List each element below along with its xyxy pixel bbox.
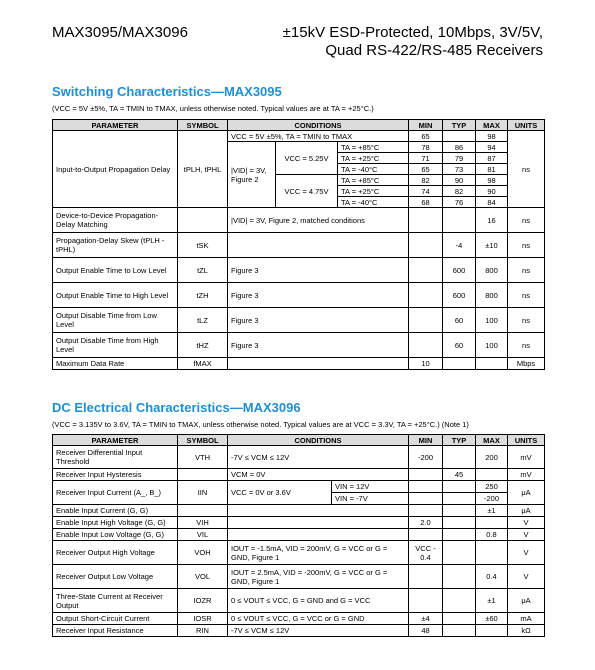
condition-cell: TA = +85°C: [338, 142, 409, 153]
condition-cell: Figure 3: [228, 333, 409, 358]
parameter-cell: Receiver Input Hysteresis: [53, 469, 178, 481]
max-cell: 94: [476, 142, 508, 153]
units-cell: mV: [508, 446, 545, 469]
min-cell: VCC - 0.4: [409, 541, 443, 565]
column-header: PARAMETER: [53, 435, 178, 446]
max-cell: 800: [476, 258, 508, 283]
condition-cell: TA = -40°C: [338, 197, 409, 208]
column-header: UNITS: [508, 120, 545, 131]
typ-cell: [443, 131, 476, 142]
parameter-cell: Receiver Differential Input Threshold: [53, 446, 178, 469]
typ-cell: [443, 446, 476, 469]
symbol-cell: tZL: [178, 258, 228, 283]
column-header: MAX: [476, 435, 508, 446]
typ-cell: 79: [443, 153, 476, 164]
max-cell: [476, 469, 508, 481]
units-cell: V: [508, 529, 545, 541]
symbol-cell: RIN: [178, 625, 228, 637]
symbol-cell: VTH: [178, 446, 228, 469]
table-row: [53, 358, 545, 370]
symbol-cell: IIN: [178, 481, 228, 505]
condition-cell: Figure 3: [228, 308, 409, 333]
condition-cell: VIN = 12V: [332, 481, 409, 493]
parameter-cell: Enable Input High Voltage (G, G): [53, 517, 178, 529]
max-cell: [476, 625, 508, 637]
condition-cell: 0 ≤ VOUT ≤ VCC, G = VCC or G = GND: [228, 613, 409, 625]
units-cell: ns: [508, 333, 545, 358]
min-cell: 2.0: [409, 517, 443, 529]
symbol-cell: VOH: [178, 541, 228, 565]
table-row: [53, 517, 545, 529]
units-cell: μA: [508, 505, 545, 517]
parameter-cell: Receiver Input Resistance: [53, 625, 178, 637]
switching-table: [52, 119, 545, 370]
parameter-cell: Input-to-Output Propagation Delay: [53, 131, 178, 208]
parameter-cell: Device-to-Device Propagation-Delay Matching: [53, 208, 178, 233]
min-cell: [409, 565, 443, 589]
typ-cell: [443, 625, 476, 637]
typ-cell: [443, 517, 476, 529]
min-cell: [409, 258, 443, 283]
parameter-cell: Receiver Output High Voltage: [53, 541, 178, 565]
parameter-cell: Output Disable Time from Low Level: [53, 308, 178, 333]
max-cell: 16: [476, 208, 508, 233]
max-cell: 250: [476, 481, 508, 493]
typ-cell: 76: [443, 197, 476, 208]
units-cell: ns: [508, 131, 545, 208]
max-cell: 90: [476, 186, 508, 197]
column-header: SYMBOL: [178, 435, 228, 446]
units-cell: V: [508, 565, 545, 589]
max-cell: 87: [476, 153, 508, 164]
min-cell: [409, 308, 443, 333]
table-row: [53, 529, 545, 541]
condition-cell: VCC = 0V or 3.6V: [228, 481, 332, 505]
min-cell: [409, 589, 443, 613]
parameter-cell: Propagation-Delay Skew (tPLH - tPHL): [53, 233, 178, 258]
table-row: [53, 131, 545, 142]
table-row: [53, 625, 545, 637]
condition-cell: [228, 233, 409, 258]
table-row: [53, 233, 545, 258]
table-row: [53, 469, 545, 481]
max-cell: 100: [476, 333, 508, 358]
max-cell: 98: [476, 175, 508, 186]
column-header: MIN: [409, 120, 443, 131]
min-cell: [409, 505, 443, 517]
typ-cell: 600: [443, 258, 476, 283]
condition-cell: VIN = -7V: [332, 493, 409, 505]
min-cell: 65: [409, 164, 443, 175]
table-header-row: [53, 120, 545, 131]
table-row: [53, 565, 545, 589]
min-cell: 48: [409, 625, 443, 637]
typ-cell: 82: [443, 186, 476, 197]
typ-cell: [443, 505, 476, 517]
condition-cell: VCM = 0V: [228, 469, 409, 481]
units-cell: V: [508, 541, 545, 565]
symbol-cell: [178, 469, 228, 481]
typ-cell: 45: [443, 469, 476, 481]
min-cell: 65: [409, 131, 443, 142]
parameter-cell: Output Enable Time to High Level: [53, 283, 178, 308]
min-cell: -200: [409, 446, 443, 469]
condition-cell: IOUT = -1.5mA, VID = 200mV, G = VCC or G = GND, Figure 1: [228, 541, 409, 565]
max-cell: [476, 541, 508, 565]
typ-cell: [443, 208, 476, 233]
units-cell: ns: [508, 258, 545, 283]
condition-cell: [228, 358, 409, 370]
parameter-cell: Output Enable Time to Low Level: [53, 258, 178, 283]
symbol-cell: tSK: [178, 233, 228, 258]
dc-section-title: DC Electrical Characteristics—MAX3096: [52, 400, 301, 415]
title-line-1: ±15kV ESD-Protected, 10Mbps, 3V/5V,: [282, 24, 543, 41]
max-cell: ±1: [476, 589, 508, 613]
units-cell: V: [508, 517, 545, 529]
typ-cell: [443, 529, 476, 541]
dc-conditions-note: (VCC = 3.135V to 3.6V, TA = TMIN to TMAX, unless otherwise noted. Typical values are at VCC = 3.3V, TA = +25°C.) (Note 1): [52, 420, 469, 429]
symbol-cell: VIL: [178, 529, 228, 541]
typ-cell: [443, 565, 476, 589]
max-cell: ±1: [476, 505, 508, 517]
condition-cell: TA = +25°C: [338, 186, 409, 197]
min-cell: [409, 233, 443, 258]
max-cell: 800: [476, 283, 508, 308]
units-cell: ns: [508, 308, 545, 333]
condition-cell: 0 ≤ VOUT ≤ VCC, G = GND and G = VCC: [228, 589, 409, 613]
table-row: [53, 541, 545, 565]
table-header-row: [53, 435, 545, 446]
min-cell: ±4: [409, 613, 443, 625]
min-cell: [409, 529, 443, 541]
symbol-cell: IOSR: [178, 613, 228, 625]
symbol-cell: [178, 505, 228, 517]
parameter-cell: Output Disable Time from High Level: [53, 333, 178, 358]
condition-cell: [228, 529, 409, 541]
max-cell: 98: [476, 131, 508, 142]
symbol-cell: VIH: [178, 517, 228, 529]
max-cell: ±10: [476, 233, 508, 258]
column-header: CONDITIONS: [228, 120, 409, 131]
min-cell: [409, 283, 443, 308]
column-header: SYMBOL: [178, 120, 228, 131]
min-cell: [409, 469, 443, 481]
condition-cell: VCC = 4.75V: [276, 175, 338, 208]
condition-cell: Figure 3: [228, 258, 409, 283]
document-title: [283, 24, 543, 60]
symbol-cell: IOZR: [178, 589, 228, 613]
condition-cell: -7V ≤ VCM ≤ 12V: [228, 446, 409, 469]
symbol-cell: tHZ: [178, 333, 228, 358]
min-cell: 71: [409, 153, 443, 164]
units-cell: mA: [508, 613, 545, 625]
typ-cell: [443, 493, 476, 505]
condition-cell: [228, 517, 409, 529]
units-cell: ns: [508, 208, 545, 233]
condition-cell: VCC = 5V ±5%, TA = TMIN to TMAX: [228, 131, 409, 142]
units-cell: ns: [508, 233, 545, 258]
parameter-cell: Enable Input Low Voltage (G, G): [53, 529, 178, 541]
max-cell: -200: [476, 493, 508, 505]
max-cell: 84: [476, 197, 508, 208]
typ-cell: 60: [443, 333, 476, 358]
dc-table: [52, 434, 545, 637]
switching-section-title: Switching Characteristics—MAX3095: [52, 84, 282, 99]
symbol-cell: fMAX: [178, 358, 228, 370]
typ-cell: [443, 541, 476, 565]
column-header: TYP: [443, 435, 476, 446]
title-line-2: Quad RS-422/RS-485 Receivers: [325, 42, 543, 59]
typ-cell: [443, 358, 476, 370]
symbol-cell: VOL: [178, 565, 228, 589]
units-cell: ns: [508, 283, 545, 308]
parameter-cell: Enable Input Current (G, G): [53, 505, 178, 517]
part-number: MAX3095/MAX3096: [52, 24, 188, 41]
min-cell: 10: [409, 358, 443, 370]
table-row: [53, 283, 545, 308]
max-cell: 100: [476, 308, 508, 333]
min-cell: 68: [409, 197, 443, 208]
typ-cell: -4: [443, 233, 476, 258]
max-cell: [476, 358, 508, 370]
table-row: [53, 208, 545, 233]
units-cell: Mbps: [508, 358, 545, 370]
column-header: UNITS: [508, 435, 545, 446]
typ-cell: 90: [443, 175, 476, 186]
switching-conditions-note: (VCC = 5V ±5%, TA = TMIN to TMAX, unless otherwise noted. Typical values are at TA = +25°C.): [52, 104, 374, 113]
typ-cell: 60: [443, 308, 476, 333]
min-cell: [409, 208, 443, 233]
max-cell: 200: [476, 446, 508, 469]
column-header: MAX: [476, 120, 508, 131]
table-row: [53, 613, 545, 625]
condition-cell: -7V ≤ VCM ≤ 12V: [228, 625, 409, 637]
condition-cell: VCC = 5.25V: [276, 142, 338, 175]
typ-cell: [443, 589, 476, 613]
condition-cell: [228, 505, 409, 517]
condition-cell: Figure 3: [228, 283, 409, 308]
max-cell: 0.8: [476, 529, 508, 541]
parameter-cell: Output Short-Circuit Current: [53, 613, 178, 625]
min-cell: 82: [409, 175, 443, 186]
units-cell: μA: [508, 589, 545, 613]
table-row: [53, 589, 545, 613]
min-cell: 74: [409, 186, 443, 197]
condition-cell: IOUT = 2.5mA, VID = -200mV, G = VCC or G = GND, Figure 1: [228, 565, 409, 589]
parameter-cell: Receiver Input Current (A_, B_): [53, 481, 178, 505]
symbol-cell: tZH: [178, 283, 228, 308]
min-cell: [409, 333, 443, 358]
table-row: [53, 446, 545, 469]
table-row: [53, 505, 545, 517]
table-row: [53, 308, 545, 333]
symbol-cell: [178, 208, 228, 233]
table-row: [53, 333, 545, 358]
max-cell: 0.4: [476, 565, 508, 589]
column-header: MIN: [409, 435, 443, 446]
column-header: PARAMETER: [53, 120, 178, 131]
condition-cell: TA = +25°C: [338, 153, 409, 164]
condition-cell: |VID| = 3V, Figure 2, matched conditions: [228, 208, 409, 233]
table-row: [53, 258, 545, 283]
condition-cell: TA = -40°C: [338, 164, 409, 175]
typ-cell: 600: [443, 283, 476, 308]
parameter-cell: Three-State Current at Receiver Output: [53, 589, 178, 613]
symbol-cell: tPLH, tPHL: [178, 131, 228, 208]
typ-cell: 86: [443, 142, 476, 153]
symbol-cell: tLZ: [178, 308, 228, 333]
units-cell: mV: [508, 469, 545, 481]
column-header: CONDITIONS: [228, 435, 409, 446]
table-row: [53, 481, 545, 493]
max-cell: 81: [476, 164, 508, 175]
units-cell: kΩ: [508, 625, 545, 637]
min-cell: [409, 481, 443, 493]
min-cell: 78: [409, 142, 443, 153]
parameter-cell: Maximum Data Rate: [53, 358, 178, 370]
parameter-cell: Receiver Output Low Voltage: [53, 565, 178, 589]
condition-cell: |VID| = 3V, Figure 2: [228, 142, 276, 208]
typ-cell: [443, 481, 476, 493]
typ-cell: [443, 613, 476, 625]
units-cell: μA: [508, 481, 545, 505]
max-cell: ±60: [476, 613, 508, 625]
typ-cell: 73: [443, 164, 476, 175]
max-cell: [476, 517, 508, 529]
column-header: TYP: [443, 120, 476, 131]
condition-cell: TA = +85°C: [338, 175, 409, 186]
min-cell: [409, 493, 443, 505]
